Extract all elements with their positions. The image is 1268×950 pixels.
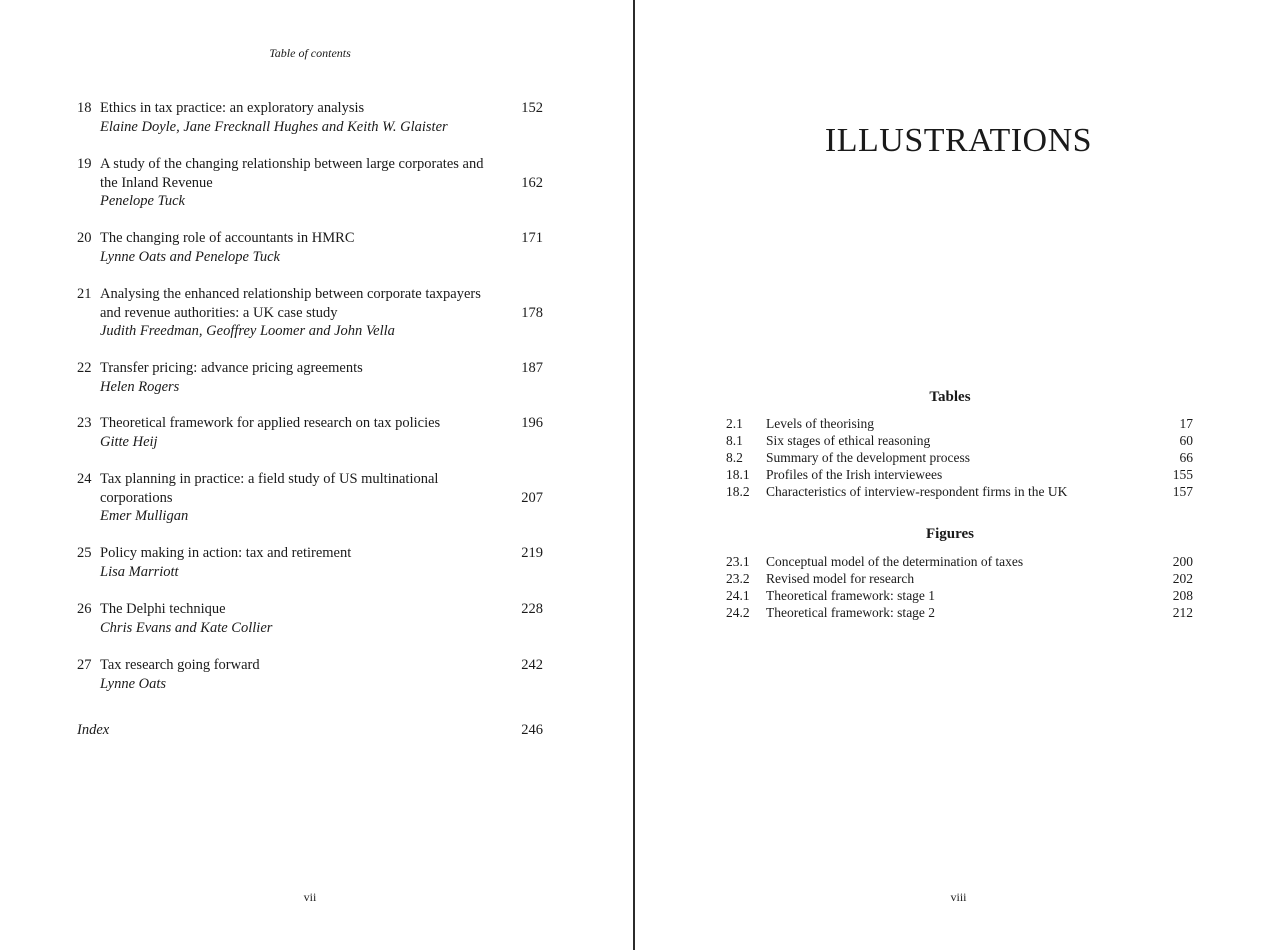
figure-item-page: 212 xyxy=(1172,605,1193,620)
toc-entry-title-line: Policy making in action: tax and retirement xyxy=(100,545,352,561)
toc-entry-authors: Lynne Oats and Penelope Tuck xyxy=(100,248,280,265)
toc-entry-page: 207 xyxy=(521,489,543,506)
table-item-number: 18.2 xyxy=(726,484,750,499)
toc-entry[interactable] xyxy=(77,600,547,637)
table-item-page: 155 xyxy=(1172,467,1193,482)
toc-entry-title-line: Ethics in tax practice: an exploratory analysis xyxy=(100,100,365,116)
toc-entry-authors: Emer Mulligan xyxy=(100,508,189,525)
figure-item-label: Theoretical framework: stage 2 xyxy=(766,605,936,620)
toc-entry-number: 21 xyxy=(77,286,92,302)
toc-entry-number: 19 xyxy=(77,156,92,172)
toc-entry-body xyxy=(100,414,512,451)
toc-entry-body xyxy=(100,656,512,693)
toc-entry-body xyxy=(100,285,512,341)
table-item-label: Six stages of ethical reasoning xyxy=(766,433,931,448)
table-item-row[interactable] xyxy=(726,483,1193,500)
toc-entry-title-line: The changing role of accountants in HMRC xyxy=(100,230,355,246)
toc-entry[interactable] xyxy=(77,99,547,136)
table-item-label: Profiles of the Irish interviewees xyxy=(766,467,943,482)
figures-list xyxy=(726,553,1193,621)
toc-entry-number: 24 xyxy=(77,471,92,487)
toc-entry-number: 26 xyxy=(77,601,92,617)
toc-index-entry[interactable] xyxy=(77,721,547,740)
left-page xyxy=(0,0,633,950)
table-item-number: 2.1 xyxy=(726,416,743,431)
table-item-label: Levels of theorising xyxy=(766,416,874,431)
table-item-page: 66 xyxy=(1179,450,1193,465)
toc-entry-authors: Chris Evans and Kate Collier xyxy=(100,619,273,636)
toc-entry-authors: Helen Rogers xyxy=(100,378,180,395)
toc-entry-page: 152 xyxy=(521,100,543,116)
table-item-page: 17 xyxy=(1179,416,1193,431)
toc-entry-title-line: A study of the changing relationship between large corporates and xyxy=(100,156,484,172)
toc-entry-number: 20 xyxy=(77,230,92,246)
figure-item-number: 23.1 xyxy=(726,554,750,569)
toc-entry-body xyxy=(100,229,512,266)
toc-entry-number: 18 xyxy=(77,100,92,116)
right-page xyxy=(635,0,1268,950)
toc-entry-title-line: and revenue authorities: a UK case study xyxy=(100,304,338,321)
toc-entry-body xyxy=(100,359,512,396)
toc-entry-page: 187 xyxy=(521,360,543,376)
toc-entry-body xyxy=(100,470,512,526)
figure-item-row[interactable] xyxy=(726,604,1193,621)
toc-entry-body xyxy=(100,600,512,637)
table-item-page: 60 xyxy=(1179,433,1193,448)
table-item-number: 8.1 xyxy=(726,433,743,448)
toc-entry-title-line: Transfer pricing: advance pricing agreements xyxy=(100,360,363,376)
table-item-row[interactable] xyxy=(726,466,1193,483)
table-item-row[interactable] xyxy=(726,432,1193,449)
figure-item-number: 24.1 xyxy=(726,588,750,603)
toc-entry[interactable] xyxy=(77,656,547,693)
running-head: Table of contents xyxy=(269,46,351,60)
toc-entry-authors: Gitte Heij xyxy=(100,433,158,450)
figure-item-row[interactable] xyxy=(726,570,1193,587)
toc-entry-authors: Judith Freedman, Geoffrey Loomer and John Vella xyxy=(100,323,395,340)
figure-item-page: 202 xyxy=(1172,571,1193,586)
tables-heading: Tables xyxy=(929,389,971,405)
toc-entry[interactable] xyxy=(77,155,547,211)
toc-entry-page: 171 xyxy=(521,230,543,246)
toc-entry-body xyxy=(100,99,512,136)
toc-entry-page: 219 xyxy=(521,545,543,561)
figure-item-label: Conceptual model of the determination of taxes xyxy=(766,554,1024,569)
toc-entry-body xyxy=(100,155,512,211)
toc-entry-title-line: Tax planning in practice: a field study of US multinational xyxy=(100,471,439,487)
toc-entry-title-line: corporations xyxy=(100,489,173,506)
table-item-label: Summary of the development process xyxy=(766,450,970,465)
toc-index-page: 246 xyxy=(521,722,543,738)
toc-entry-body xyxy=(100,544,512,581)
figure-item-number: 23.2 xyxy=(726,571,750,586)
toc-entry-authors: Lisa Marriott xyxy=(100,563,179,580)
toc-entry-page: 228 xyxy=(521,601,543,617)
toc-entry-title-line: Theoretical framework for applied research on tax policies xyxy=(100,415,441,431)
toc-entry-authors: Penelope Tuck xyxy=(100,193,185,210)
table-item-row[interactable] xyxy=(726,415,1193,432)
table-item-number: 18.1 xyxy=(726,467,750,482)
table-item-page: 157 xyxy=(1172,484,1193,499)
toc-entry[interactable] xyxy=(77,359,547,396)
toc-entry-number: 27 xyxy=(77,657,92,673)
table-item-label: Characteristics of interview-respondent firms in the UK xyxy=(766,484,1068,499)
page-number: vii xyxy=(303,890,317,904)
toc-entry-title-line: Tax research going forward xyxy=(100,657,260,673)
toc-entry-authors: Elaine Doyle, Jane Frecknall Hughes and Keith W. Glaister xyxy=(100,118,448,135)
figure-item-number: 24.2 xyxy=(726,605,750,620)
toc-entry-authors: Lynne Oats xyxy=(100,675,167,692)
illustrations-title: ILLUSTRATIONS xyxy=(824,122,1093,159)
page-number: viii xyxy=(950,890,967,904)
figures-heading: Figures xyxy=(925,526,975,542)
toc-entry-title-line: the Inland Revenue xyxy=(100,174,213,191)
toc-entry-page: 162 xyxy=(521,174,543,191)
toc-entry-number: 25 xyxy=(77,545,92,561)
toc-entry-title-line: Analysing the enhanced relationship between corporate taxpayers xyxy=(100,286,481,302)
toc-entry-number: 22 xyxy=(77,360,92,376)
toc-entry[interactable] xyxy=(77,470,547,526)
toc-entry-title-line: The Delphi technique xyxy=(100,601,226,617)
figure-item-label: Revised model for research xyxy=(766,571,915,586)
toc-entry-page: 178 xyxy=(521,304,543,321)
table-item-number: 8.2 xyxy=(726,450,743,465)
toc-entry[interactable] xyxy=(77,414,547,451)
toc-entry-page: 242 xyxy=(521,657,543,673)
tables-list xyxy=(726,415,1193,500)
figure-item-row[interactable] xyxy=(726,587,1193,604)
toc-entry[interactable] xyxy=(77,544,547,581)
figure-item-page: 208 xyxy=(1172,588,1193,603)
toc-entry[interactable] xyxy=(77,229,547,266)
figure-item-page: 200 xyxy=(1172,554,1193,569)
table-item-row[interactable] xyxy=(726,449,1193,466)
figure-item-label: Theoretical framework: stage 1 xyxy=(766,588,936,603)
figure-item-row[interactable] xyxy=(726,553,1193,570)
toc-entry-number: 23 xyxy=(77,415,92,431)
toc-entry-page: 196 xyxy=(521,415,543,431)
toc-entry[interactable] xyxy=(77,285,547,341)
toc-index-label: Index xyxy=(77,722,110,738)
